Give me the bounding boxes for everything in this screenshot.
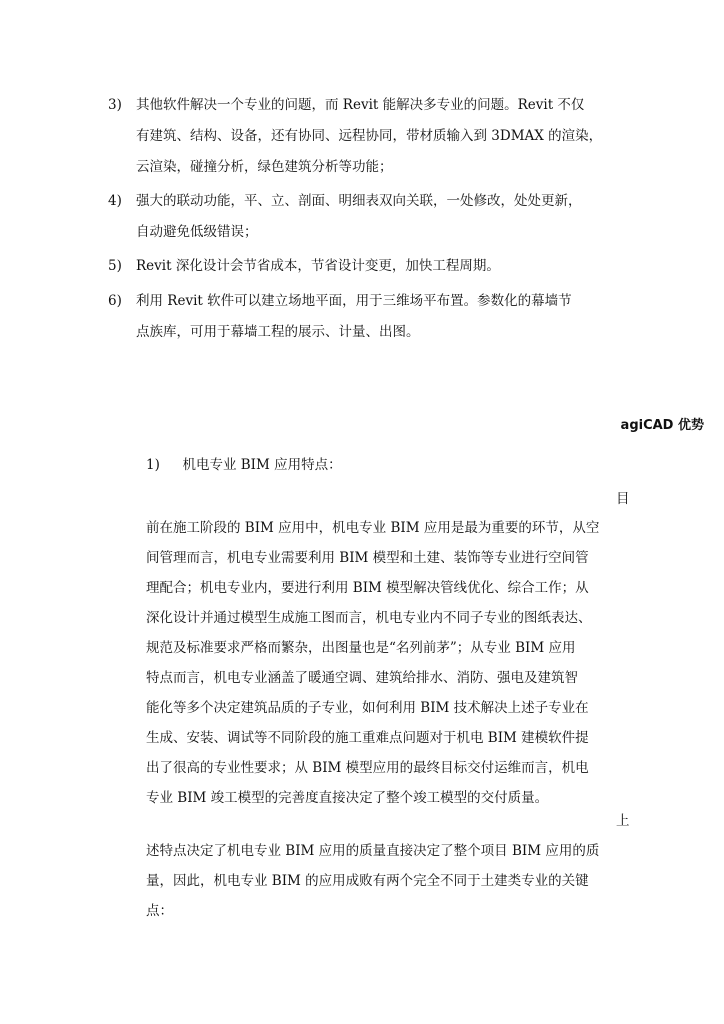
list-line: Revit 深化设计会节省成本，节省设计变更，加快工程周期。 <box>136 258 500 274</box>
paragraph-line: 深化设计并通过模型生成施工图而言，机电专业内不同子专业的图纸表达、 <box>146 610 592 626</box>
paragraph-line: 量，因此，机电专业 BIM 的应用成败有两个完全不同于土建类专业的关键 <box>146 873 589 889</box>
paragraph-line: 点： <box>146 903 173 919</box>
paragraph-2 <box>146 836 599 926</box>
text-fragment-mu: 目 <box>616 491 630 507</box>
paragraph-1 <box>146 513 599 813</box>
list-number: 3) <box>108 97 122 113</box>
text-fragment-shang: 上 <box>616 813 630 829</box>
paragraph-line: 特点而言，机电专业涵盖了暖通空调、建筑给排水、消防、强电及建筑智 <box>146 670 578 686</box>
list-number: 4) <box>108 193 122 209</box>
list-line: 有建筑、结构、设备，还有协同、远程协同，带材质输入到 3DMAX 的渲染， <box>136 128 603 144</box>
paragraph-line: 规范及标准要求严格而繁杂，出图量也是“名列前茅”；从专业 BIM 应用 <box>146 640 576 656</box>
section-heading: agiCAD 优势 <box>620 418 704 433</box>
list-line: 其他软件解决一个专业的问题，而 Revit 能解决多专业的问题。Revit 不仅 <box>136 97 585 113</box>
list-line: 点族库，可用于幕墙工程的展示、计量、出图。 <box>136 324 420 340</box>
list-line: 云渲染，碰撞分析，绿色建筑分析等功能； <box>136 159 393 175</box>
sub-item-1 <box>146 453 342 477</box>
paragraph-line: 述特点决定了机电专业 BIM 应用的质量直接决定了整个项目 BIM 应用的质 <box>146 843 600 859</box>
paragraph-line: 前在施工阶段的 BIM 应用中，机电专业 BIM 应用是最为重要的环节，从空 <box>146 520 600 536</box>
list-number: 5) <box>108 258 122 274</box>
paragraph-line: 专业 BIM 竣工模型的完善度直接决定了整个竣工模型的交付质量。 <box>146 790 549 806</box>
paragraph-line: 间管理而言，机电专业需要利用 BIM 模型和土建、装饰等专业进行空间管 <box>146 550 589 566</box>
list-item-6 <box>108 286 628 348</box>
paragraph-line: 出了很高的专业性要求；从 BIM 模型应用的最终目标交付运维而言，机电 <box>146 760 589 776</box>
sub-item-text: 机电专业 BIM 应用特点： <box>182 457 342 473</box>
list-line: 利用 Revit 软件可以建立场地平面，用于三维场平布置。参数化的幕墙节 <box>136 293 572 309</box>
paragraph-line: 能化等多个决定建筑品质的子专业，如何利用 BIM 技术解决上述子专业在 <box>146 700 589 716</box>
paragraph-line: 理配合；机电专业内，要进行利用 BIM 模型解决管线优化、综合工作；从 <box>146 580 589 596</box>
list-item-4 <box>108 186 628 248</box>
sub-item-number: 1) <box>146 457 160 473</box>
list-item-3 <box>108 90 628 183</box>
list-line: 强大的联动功能，平、立、剖面、明细表双向关联，一处修改，处处更新， <box>136 193 582 209</box>
list-number: 6) <box>108 293 122 309</box>
list-item-5 <box>108 251 628 282</box>
list-line: 自动避免低级错误； <box>136 224 258 240</box>
paragraph-line: 生成、安装、调试等不同阶段的施工重难点问题对于机电 BIM 建模软件提 <box>146 730 589 746</box>
